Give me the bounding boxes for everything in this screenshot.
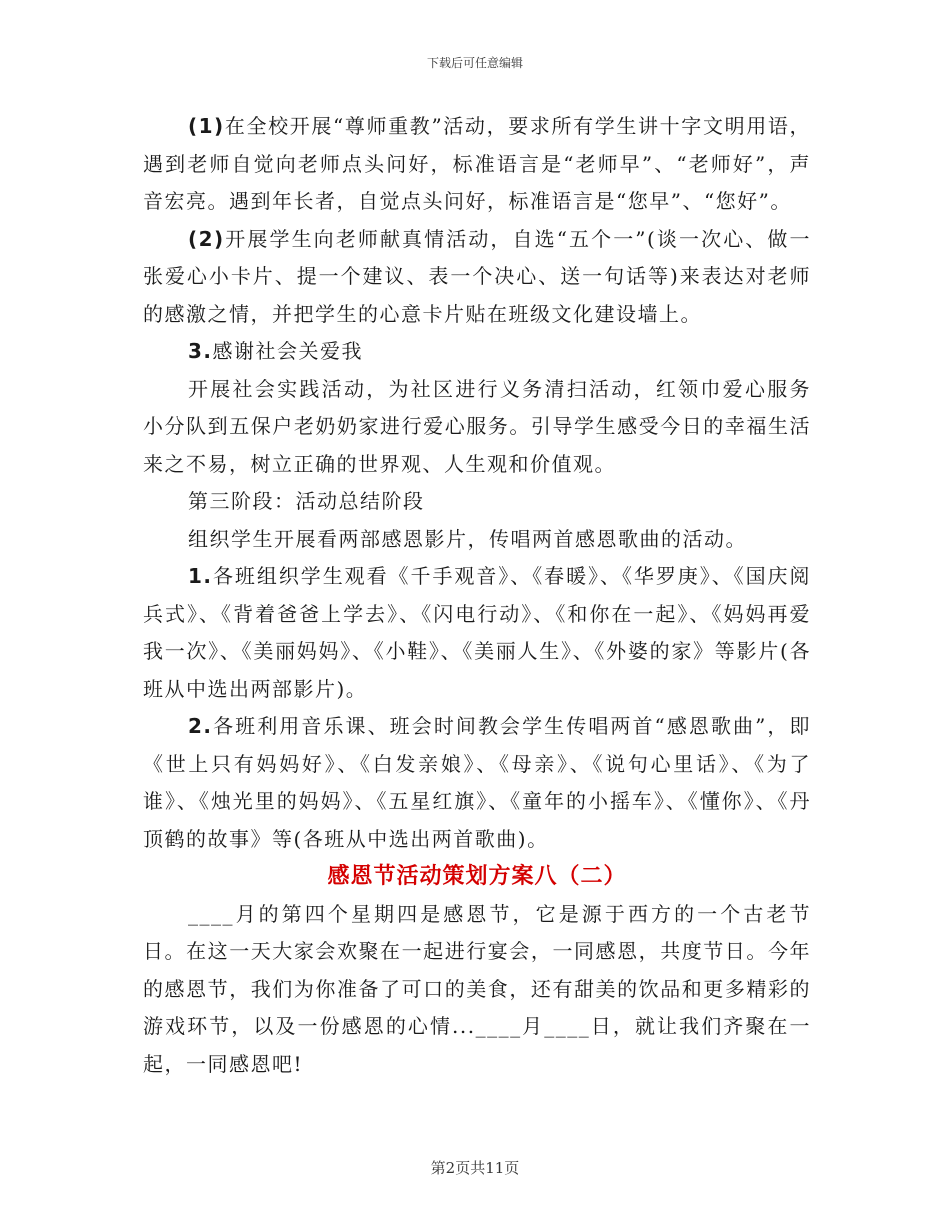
paragraph-text: 开展社会实践活动，为社区进行义务清扫活动，红领巾爱心服务小分队到五保户老奶奶家进行爱心服务。引导学生感受今日的幸福生活来之不易，树立正确的世界观、人生观和价值观。: [143, 376, 811, 476]
paragraph-5: [143, 483, 811, 521]
page-footer: 第2页共11页: [430, 1159, 520, 1177]
paragraph-7: [143, 558, 811, 708]
section-title: 感恩节活动策划方案八（二）: [327, 864, 627, 889]
document-body: [143, 108, 811, 1083]
item-number: 1.: [188, 564, 213, 588]
paragraph-text: 各班利用音乐课、班会时间教会学生传唱两首“感恩歌曲”，即《世上只有妈妈好》、《白发亲娘》、《母亲》、《说句心里话》、《为了谁》、《烛光里的妈妈》、《五星红旗》、《童年的小摇车》、《懂你》、《丹顶鹤的故事》等(各班从中选出两首歌曲)。: [143, 714, 811, 851]
paragraph-text: 第三阶段：活动总结阶段: [188, 489, 425, 513]
paragraph-2: [143, 221, 811, 334]
paragraph-4: [143, 371, 811, 484]
item-number: 3.: [188, 339, 213, 363]
paragraph-8: [143, 708, 811, 858]
paragraph-text: 组织学生开展看两部感恩影片，传唱两首感恩歌曲的活动。: [188, 526, 747, 551]
page-header: 下载后可任意编辑: [426, 56, 523, 70]
item-number: (2): [188, 226, 225, 251]
paragraph-6: [143, 521, 811, 559]
paragraph-text: 在全校开展“尊师重教”活动，要求所有学生讲十字文明用语，遇到老师自觉向老师点头问好，标准语言是“老师早”、“老师好”，声音宏亮。遇到年长者，自觉点头问好，标准语言是“您早”、“您好”。: [143, 114, 811, 213]
item-number: (1): [188, 114, 225, 138]
paragraph-text: 各班组织学生观看《千手观音》、《春暖》、《华罗庚》、《国庆阅兵式》、《背着爸爸上学去》、《闪电行动》、《和你在一起》、《妈妈再爱我一次》、《美丽妈妈》、《小鞋》、《美丽人生》、《外婆的家》等影片(各班从中选出两部影片)。: [143, 564, 811, 701]
paragraph-1: [143, 108, 811, 221]
paragraph-9: [143, 896, 811, 1084]
paragraph-text: ____月的第四个星期四是感恩节，它是源于西方的一个古老节日。在这一天大家会欢聚在一起进行宴会，一同感恩，共度节日。今年的感恩节，我们为你准备了可口的美食，还有甜美的饮品和更多精彩的游戏环节，以及一份感恩的心情...____月____日，就让我们齐聚在一起，一同感恩吧!: [143, 901, 811, 1076]
paragraph-3: [143, 333, 811, 371]
item-number: 2.: [188, 714, 213, 738]
paragraph-text: 开展学生向老师献真情活动，自选“五个一”(谈一次心、做一张爱心小卡片、提一个建议、表一个决心、送一句话等)来表达对老师的感激之情，并把学生的心意卡片贴在班级文化建设墙上。: [143, 226, 811, 326]
paragraph-text: 感谢社会关爱我: [212, 339, 364, 363]
